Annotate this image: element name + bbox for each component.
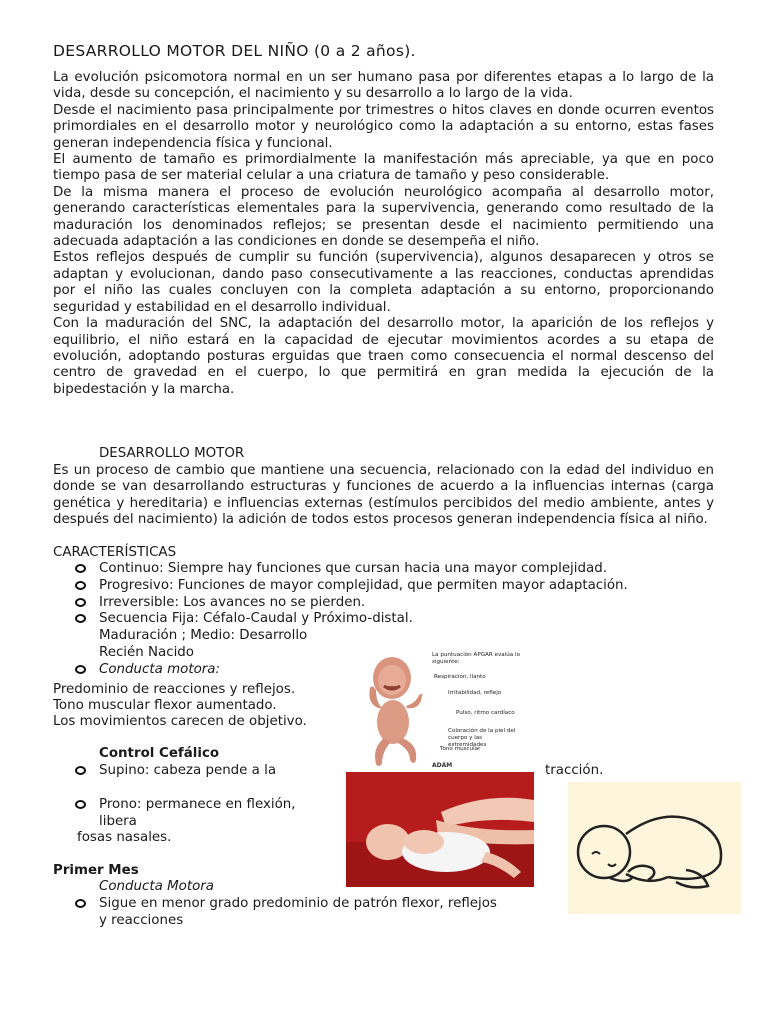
paragraph: La evolución psicomotora normal en un ser humano pasa por diferentes etapas a lo largo de la vida, desde su concepción, el nacimiento y su desarrollo a lo largo de la vida.	[53, 70, 714, 102]
bullet-icon	[75, 665, 86, 674]
newborn-apgar-illustration	[362, 648, 522, 772]
primer-mes-heading: Primer Mes	[53, 863, 139, 878]
infant-prone-icon	[568, 782, 741, 914]
infant-prone-flexion-sketch	[568, 782, 741, 914]
infant-traction-photo	[346, 772, 534, 887]
apgar-item: Respiración, llanto	[434, 674, 486, 680]
apgar-item: Irritabilidad, reflejo	[448, 690, 502, 696]
paragraph: Desde el nacimiento pasa principalmente por trimestres o hitos claves en donde ocurren eventos primordiales en el desarrollo motor y neurológico como la adaptación a su entorno, estas fases generan independencia física y funcional.	[53, 102, 714, 151]
section-heading-characteristics: CARACTERÍSTICAS	[53, 545, 177, 560]
recien-nacido-line: Recién Nacido	[99, 644, 195, 660]
list-item: Continuo: Siempre hay funciones que cursan hacia una mayor complejidad.	[75, 561, 715, 578]
paragraph: Con la maduración del SNC, la adaptación del desarrollo motor, la aparición de los reflejos y equilibrio, el niño estará en la capacidad de ejecutar movimientos acordes a su etapa de evolución, adoptando posturas erguidas que traen como consecuencia el normal descenso del centro de gravedad en el cuerpo, lo que permitirá en gran medida la ejecución de la bipedestación y la marcha.	[53, 316, 714, 397]
bullet-icon	[75, 564, 86, 573]
infant-traction-icon	[346, 772, 534, 887]
newborn-baby-icon	[362, 648, 432, 772]
prono-line-3: fosas nasales.	[77, 830, 172, 845]
bullet-icon	[75, 581, 86, 590]
control-cefalico-heading: Control Cefálico	[99, 746, 220, 761]
paragraph: El aumento de tamaño es primordialmente la manifestación más apreciable, ya que en poco tiempo pasa de ser material celular a una criatura de tamaño y peso considerable.	[53, 152, 714, 184]
supino-continuation: tracción.	[545, 763, 604, 778]
maduracion-line: Maduración ; Medio: Desarrollo	[99, 628, 308, 644]
list-item: Conducta motora:	[75, 662, 715, 679]
conducta-motora-subheading: Conducta Motora	[99, 879, 214, 894]
newborn-line: Tono muscular flexor aumentado.	[53, 698, 277, 713]
motor-paragraph: Es un proceso de cambio que mantiene una secuencia, relacionado con la edad del individuo en donde se van desarrollando estructuras y funciones de acuerdo a la influencias internas (carga genética y hereditaria) e influencias externas (estímulos percibidos del medio ambiente, antes y después del nacimiento) la adición de todos estos procesos generan independencia física al niño.	[53, 463, 714, 528]
paragraph: Estos reflejos después de cumplir su función (supervivencia), algunos desaparecen y otros se adaptan y evolucionan, dando paso consecutivamente a las reacciones, conductas aprendidas por el niño las cuales concluyen con la completa adaptación a su entorno, proporcionando seguridad y estabilidad en el desarrollo individual.	[53, 250, 714, 315]
list-item: Secuencia Fija: Céfalo-Caudal y Próximo-distal.	[75, 611, 715, 628]
section-heading-motor: DESARROLLO MOTOR	[99, 446, 245, 461]
prono-line-2: libera	[99, 814, 137, 829]
list-item: Irreversible: Los avances no se pierden.	[75, 595, 715, 612]
adam-logo: ADAM	[432, 762, 453, 769]
list-item: Progresivo: Funciones de mayor complejidad, que permiten mayor adaptación.	[75, 578, 715, 595]
document-title: DESARROLLO MOTOR DEL NIÑO (0 a 2 años).	[53, 42, 416, 60]
bullet-icon	[75, 899, 86, 908]
apgar-item: Coloración de la piel del cuerpo y las extremidades	[448, 728, 516, 748]
paragraph: De la misma manera el proceso de evolución neurológico acompaña al desarrollo motor, generando características elementales para la supervivencia, generando como resultado de la maduración los denominados reflejos; se presentan desde el nacimiento permitiendo una adecuada adaptación a las condiciones en donde se desempeña el niño.	[53, 184, 714, 250]
apgar-item: Pulso, ritmo cardíaco	[456, 710, 515, 716]
newborn-line: Los movimientos carecen de objetivo.	[53, 714, 307, 729]
apgar-title: La puntuación APGAR evalúa lo siguiente:	[432, 652, 520, 665]
list-item: Supino: cabeza pende a la	[75, 763, 276, 779]
bullet-icon	[75, 800, 86, 809]
apgar-legend	[430, 648, 522, 772]
first-month-continuation: y reacciones	[99, 913, 184, 928]
bullet-icon	[75, 598, 86, 607]
intro-paragraphs	[53, 70, 714, 398]
list-item: Prono: permanece en flexión,	[75, 797, 296, 813]
bullet-icon	[75, 614, 86, 623]
bullet-icon	[75, 766, 86, 775]
apgar-item: Tono muscular	[440, 746, 481, 752]
list-item: Sigue en menor grado predominio de patrón flexor, reflejos	[75, 896, 497, 912]
newborn-line: Predominio de reacciones y reflejos.	[53, 682, 296, 697]
